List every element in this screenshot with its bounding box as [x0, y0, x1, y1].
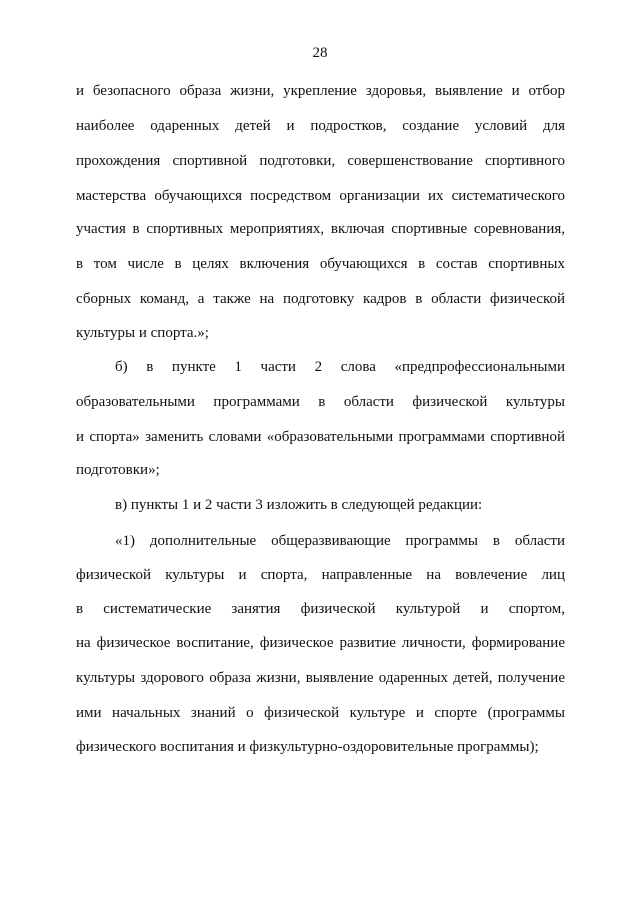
text-line: в том числе в целях включения обучающихся в состав спортивных — [76, 256, 565, 272]
text-line: физического воспитания и физкультурно-оздоровительные программы); — [76, 739, 539, 755]
text-line: и безопасного образа жизни, укрепление здоровья, выявление и отбор — [76, 83, 565, 99]
text-line: прохождения спортивной подготовки, совершенствование спортивного — [76, 153, 565, 169]
text-line: на физическое воспитание, физическое развитие личности, формирование — [76, 635, 565, 651]
text-line: культуры здорового образа жизни, выявление одаренных детей, получение — [76, 670, 565, 686]
text-line: ими начальных знаний о физической культуре и спорте (программы — [76, 705, 565, 721]
text-line: участия в спортивных мероприятиях, включая спортивные соревнования, — [76, 221, 565, 237]
text-line: культуры и спорта.»; — [76, 325, 209, 341]
text-line: подготовки»; — [76, 462, 160, 478]
paragraph-first-line: б) в пункте 1 части 2 слова «предпрофессиональными — [115, 359, 565, 375]
text-line: сборных команд, а также на подготовку кадров в области физической — [76, 291, 565, 307]
page-number: 28 — [312, 45, 328, 61]
paragraph-first-line: в) пункты 1 и 2 части 3 изложить в следующей редакции: — [115, 497, 483, 513]
text-line: физической культуры и спорта, направленные на вовлечение лиц — [76, 567, 565, 583]
text-line: мастерства обучающихся посредством организации их систематического — [76, 188, 565, 204]
paragraph-first-line: «1) дополнительные общеразвивающие программы в области — [115, 533, 565, 549]
text-line: и спорта» заменить словами «образовательными программами спортивной — [76, 429, 565, 445]
text-line: в систематические занятия физической культурой и спортом, — [76, 601, 565, 617]
text-line: наиболее одаренных детей и подростков, создание условий для — [76, 118, 565, 134]
text-line: образовательными программами в области физической культуры — [76, 394, 565, 410]
